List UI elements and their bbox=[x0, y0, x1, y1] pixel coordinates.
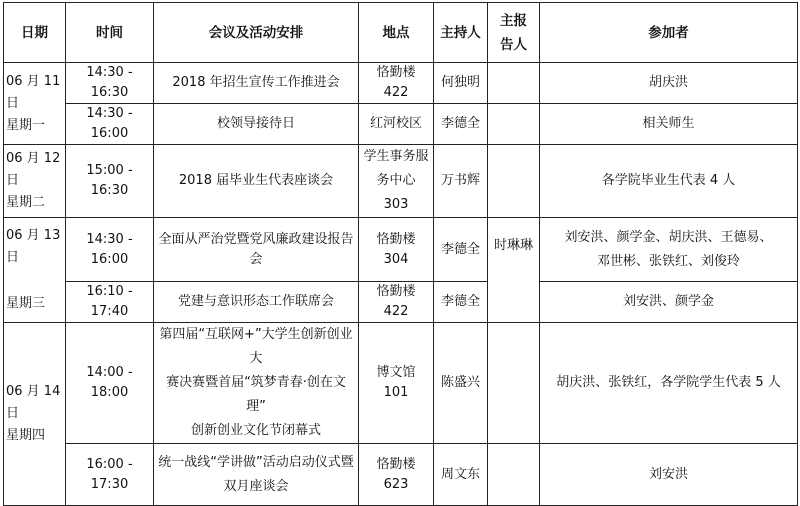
table-row bbox=[4, 282, 798, 323]
host-cell: 万书辉 bbox=[434, 145, 488, 218]
weekday-label: 星期三 bbox=[6, 296, 46, 311]
date-cell bbox=[4, 63, 66, 145]
meeting-cell bbox=[154, 323, 359, 444]
reporter-cell bbox=[488, 63, 540, 104]
attendees-cell bbox=[540, 218, 798, 282]
header-location: 地点 bbox=[359, 3, 434, 63]
header-attendees: 参加者 bbox=[540, 3, 798, 63]
date-cell bbox=[4, 323, 66, 506]
date-label: 06 月 14 日 bbox=[6, 384, 61, 421]
header-date: 日期 bbox=[4, 3, 66, 63]
time-cell: 14:30 - 16:30 bbox=[66, 63, 154, 104]
attendees-cell: 相关师生 bbox=[540, 104, 798, 145]
date-cell bbox=[4, 218, 66, 323]
reporter-cell bbox=[488, 323, 540, 444]
meeting-line: 双月座谈会 bbox=[223, 478, 289, 494]
attendees-cell: 刘安洪 bbox=[540, 444, 798, 506]
header-reporter bbox=[488, 3, 540, 63]
weekday-label: 星期二 bbox=[6, 195, 46, 210]
location-cell: 红河校区 bbox=[359, 104, 434, 145]
meeting-line: 创新创业文化节闭幕式 bbox=[190, 423, 321, 438]
meeting-cell: 全面从严治党暨党风廉政建设报告会 bbox=[154, 218, 359, 282]
header-meeting: 会议及活动安排 bbox=[154, 3, 359, 63]
meeting-line: 赛决赛暨首届“筑梦青春·创在文理” bbox=[166, 375, 346, 414]
table-row bbox=[4, 444, 798, 506]
meeting-cell bbox=[154, 444, 359, 506]
date-label: 06 月 13 日 bbox=[6, 228, 61, 265]
attendees-line: 邓世彬、张铁红、刘俊玲 bbox=[596, 253, 740, 269]
time-cell: 14:30 - 16:00 bbox=[66, 218, 154, 282]
table-row bbox=[4, 63, 798, 104]
weekday-label: 星期四 bbox=[6, 428, 46, 443]
host-cell: 李德全 bbox=[434, 218, 488, 282]
time-cell: 15:00 - 16:30 bbox=[66, 145, 154, 218]
attendees-cell: 各学院毕业生代表 4 人 bbox=[540, 145, 798, 218]
attendees-cell: 胡庆洪 bbox=[540, 63, 798, 104]
location-cell: 恪勤楼 422 bbox=[359, 63, 434, 104]
reporter-cell bbox=[488, 145, 540, 218]
weekday-label: 星期一 bbox=[6, 117, 46, 133]
time-cell: 14:00 - 18:00 bbox=[66, 323, 154, 444]
meeting-cell: 2018 届毕业生代表座谈会 bbox=[154, 145, 359, 218]
location-cell bbox=[359, 145, 434, 218]
meeting-cell: 2018 年招生宣传工作推进会 bbox=[154, 63, 359, 104]
reporter-cell bbox=[488, 104, 540, 145]
attendees-cell: 刘安洪、颜学金 bbox=[540, 282, 798, 323]
time-cell: 14:30 - 16:00 bbox=[66, 104, 154, 145]
date-label: 06 月 12 日 bbox=[6, 151, 61, 188]
location-line: 学生事务服 bbox=[363, 149, 429, 164]
time-cell: 16:10 - 17:40 bbox=[66, 282, 154, 323]
header-row bbox=[4, 3, 798, 63]
reporter-cell bbox=[488, 218, 540, 323]
reporter-cell bbox=[488, 444, 540, 506]
table-row bbox=[4, 104, 798, 145]
location-cell: 恪勤楼 623 bbox=[359, 444, 434, 506]
location-cell: 恪勤楼 422 bbox=[359, 282, 434, 323]
date-label: 06 月 11 日 bbox=[6, 73, 61, 111]
host-cell: 何独明 bbox=[434, 63, 488, 104]
meeting-cell: 校领导接待日 bbox=[154, 104, 359, 145]
meeting-cell: 党建与意识形态工作联席会 bbox=[154, 282, 359, 323]
host-cell: 陈盛兴 bbox=[434, 323, 488, 444]
host-cell: 周文东 bbox=[434, 444, 488, 506]
meeting-line: 统一战线“学讲做”活动启动仪式暨 bbox=[158, 454, 354, 470]
header-time: 时间 bbox=[66, 3, 154, 63]
table-row bbox=[4, 323, 798, 444]
host-cell: 李德全 bbox=[434, 282, 488, 323]
attendees-line: 刘安洪、颜学金、胡庆洪、王德易、 bbox=[564, 229, 773, 245]
location-cell: 博文馆 101 bbox=[359, 323, 434, 444]
schedule-table bbox=[3, 2, 798, 506]
location-line: 务中心 303 bbox=[376, 173, 416, 212]
table-row bbox=[4, 218, 798, 282]
time-cell: 16:00 - 17:30 bbox=[66, 444, 154, 506]
date-cell bbox=[4, 145, 66, 218]
header-reporter-line1: 主报 bbox=[500, 12, 527, 29]
reporter-name: 时琳琳 bbox=[493, 238, 533, 253]
header-host: 主持人 bbox=[434, 3, 488, 63]
table-row bbox=[4, 145, 798, 218]
header-reporter-line2: 告人 bbox=[500, 36, 527, 53]
location-cell: 恪勤楼 304 bbox=[359, 218, 434, 282]
attendees-cell: 胡庆洪、张铁红，各学院学生代表 5 人 bbox=[540, 323, 798, 444]
host-cell: 李德全 bbox=[434, 104, 488, 145]
meeting-line: 第四届“互联网+”大学生创新创业大 bbox=[159, 327, 353, 366]
